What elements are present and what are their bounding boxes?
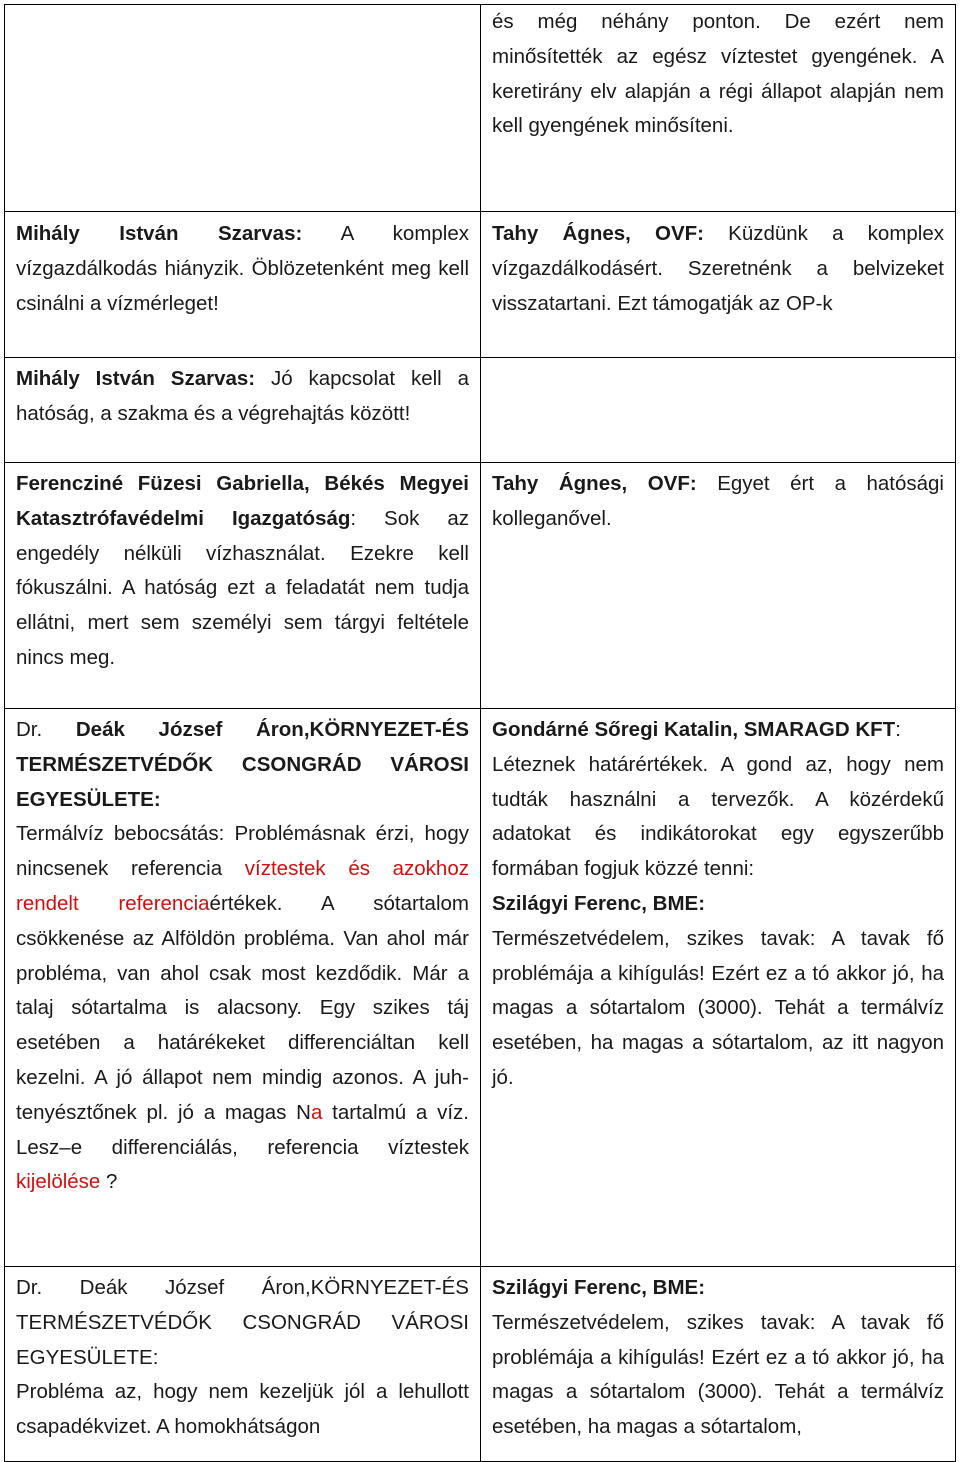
response-text: Küzdünk a komplex vízgazdálkodásért. Szeretnénk a belvizeket visszatartani. Ezt támogatják az OP-k <box>492 222 945 315</box>
speaker-name: Gondárné Sőregi Katalin, SMARAGD KFT <box>492 718 896 741</box>
speaker-name: Szilágyi Ferenc, BME: <box>492 1276 706 1299</box>
comment-text: tartalmú a víz. Lesz–e differenciálás, referencia víztestek <box>16 1100 469 1159</box>
row5-left-cell <box>5 709 481 1267</box>
speaker-name: Tahy Ágnes, OVF: <box>492 222 704 245</box>
row2-right-cell <box>481 212 956 358</box>
row6-left-cell <box>5 1267 481 1462</box>
row6-right-cell <box>481 1267 956 1462</box>
speaker-name: Tahy Ágnes, OVF: <box>492 472 697 495</box>
row3-right-cell <box>481 358 956 463</box>
highlighted-text: víztestek és azokhoz rendelt referencia <box>16 857 469 915</box>
speaker-name: Mihály István Szarvas: <box>16 222 303 245</box>
row4-right-cell <box>481 463 956 709</box>
comment-text: értékek. A sótartalom csökkenése az Alföldön probléma. Van ahol már probléma, van ahol csak most kezdődik. Már a talaj sótartalma is alacsony. Egy szikes táj esetében a határékeket differenciáltan kell kezelni. A jó állapot nem mindig azonos. A juh-tenyésztőnek pl. jó a magas N <box>16 891 469 1124</box>
row2-left-cell <box>5 212 481 358</box>
response-text: Természetvédelem, szikes tavak: A tavak fő problémája a kihígulás! Ezért ez a tó akkor jó, ha magas a sótartalom (3000). Tehát a termálvíz esetében, ha magas a sótartalom, az itt nagyon jó. <box>492 926 944 1089</box>
comment-text: Jó kapcsolat kell a hatóság, a szakma és a végrehajtás között! <box>16 367 469 425</box>
speaker-name: Dr. Deák József Áron,KÖRNYEZET-ÉS TERMÉSZETVÉDŐK CSONGRÁD VÁROSI EGYESÜLETE: <box>16 1276 469 1369</box>
row1-right-cell <box>481 5 956 212</box>
table-row <box>5 463 956 709</box>
highlighted-text: a <box>310 1100 323 1124</box>
comment-text: Probléma az, hogy nem kezeljük jól a lehullott csapadékvizet. A homokhátságon <box>16 1380 469 1439</box>
row1-right-text: és még néhány ponton. De ezért nem minősítették az egész víztestet gyengének. A keretirány elv alapján a régi állapot alapján nem kell gyengének minősíteni. <box>492 10 944 138</box>
row5-right-cell <box>481 709 956 1267</box>
table-row <box>5 1267 956 1462</box>
speaker-name: Deák József Áron,KÖRNYEZET-ÉS TERMÉSZETVÉDŐK CSONGRÁD VÁROSI EGYESÜLETE: <box>16 718 469 811</box>
row4-left-cell <box>5 463 481 709</box>
row1-left-cell <box>5 5 481 212</box>
table-row <box>5 212 956 358</box>
speaker-name: Mihály István Szarvas: <box>16 367 256 390</box>
speaker-name: Szilágyi Ferenc, BME: <box>492 891 706 915</box>
speaker-name: Ferencziné Füzesi Gabriella, Békés Megyei Katasztrófavédelmi Igazgatóság <box>16 472 469 530</box>
speaker-title: Dr. <box>16 718 43 741</box>
comment-text: Termálvíz bebocsátás: Problémásnak érzi, hogy nincsenek referencia <box>16 822 469 881</box>
highlighted-text: kijelölése <box>16 1170 101 1194</box>
comment-text: ? <box>100 1170 118 1194</box>
minutes-table <box>4 4 956 1462</box>
row3-left-cell <box>5 358 481 463</box>
table-row <box>5 5 956 212</box>
speaker-colon: : <box>895 718 901 741</box>
table-row <box>5 358 956 463</box>
table-row <box>5 709 956 1267</box>
response-text: Léteznek határértékek. A gond az, hogy nem tudták használni a tervezők. A közérdekű adatokat és indikátorokat egy egyszerűbb formában fogjuk közzé tenni: <box>492 752 944 881</box>
response-text: Egyet ért a hatósági kolleganővel. <box>492 472 944 530</box>
comment-text: : Sok az engedély nélküli vízhasználat. Ezekre kell fókuszálni. A hatóság ezt a feladatát nem tudja ellátni, mert sem személyi sem tárgyi feltétele nincs meg. <box>16 506 469 669</box>
response-text: Természetvédelem, szikes tavak: A tavak fő problémája a kihígulás! Ezért ez a tó akkor jó, ha magas a sótartalom (3000). Tehát a termálvíz esetében, ha magas a sótartalom, <box>492 1310 944 1439</box>
comment-text: A komplex vízgazdálkodás hiányzik. Öblözetenként meg kell csinálni a vízmérleget! <box>16 222 469 315</box>
